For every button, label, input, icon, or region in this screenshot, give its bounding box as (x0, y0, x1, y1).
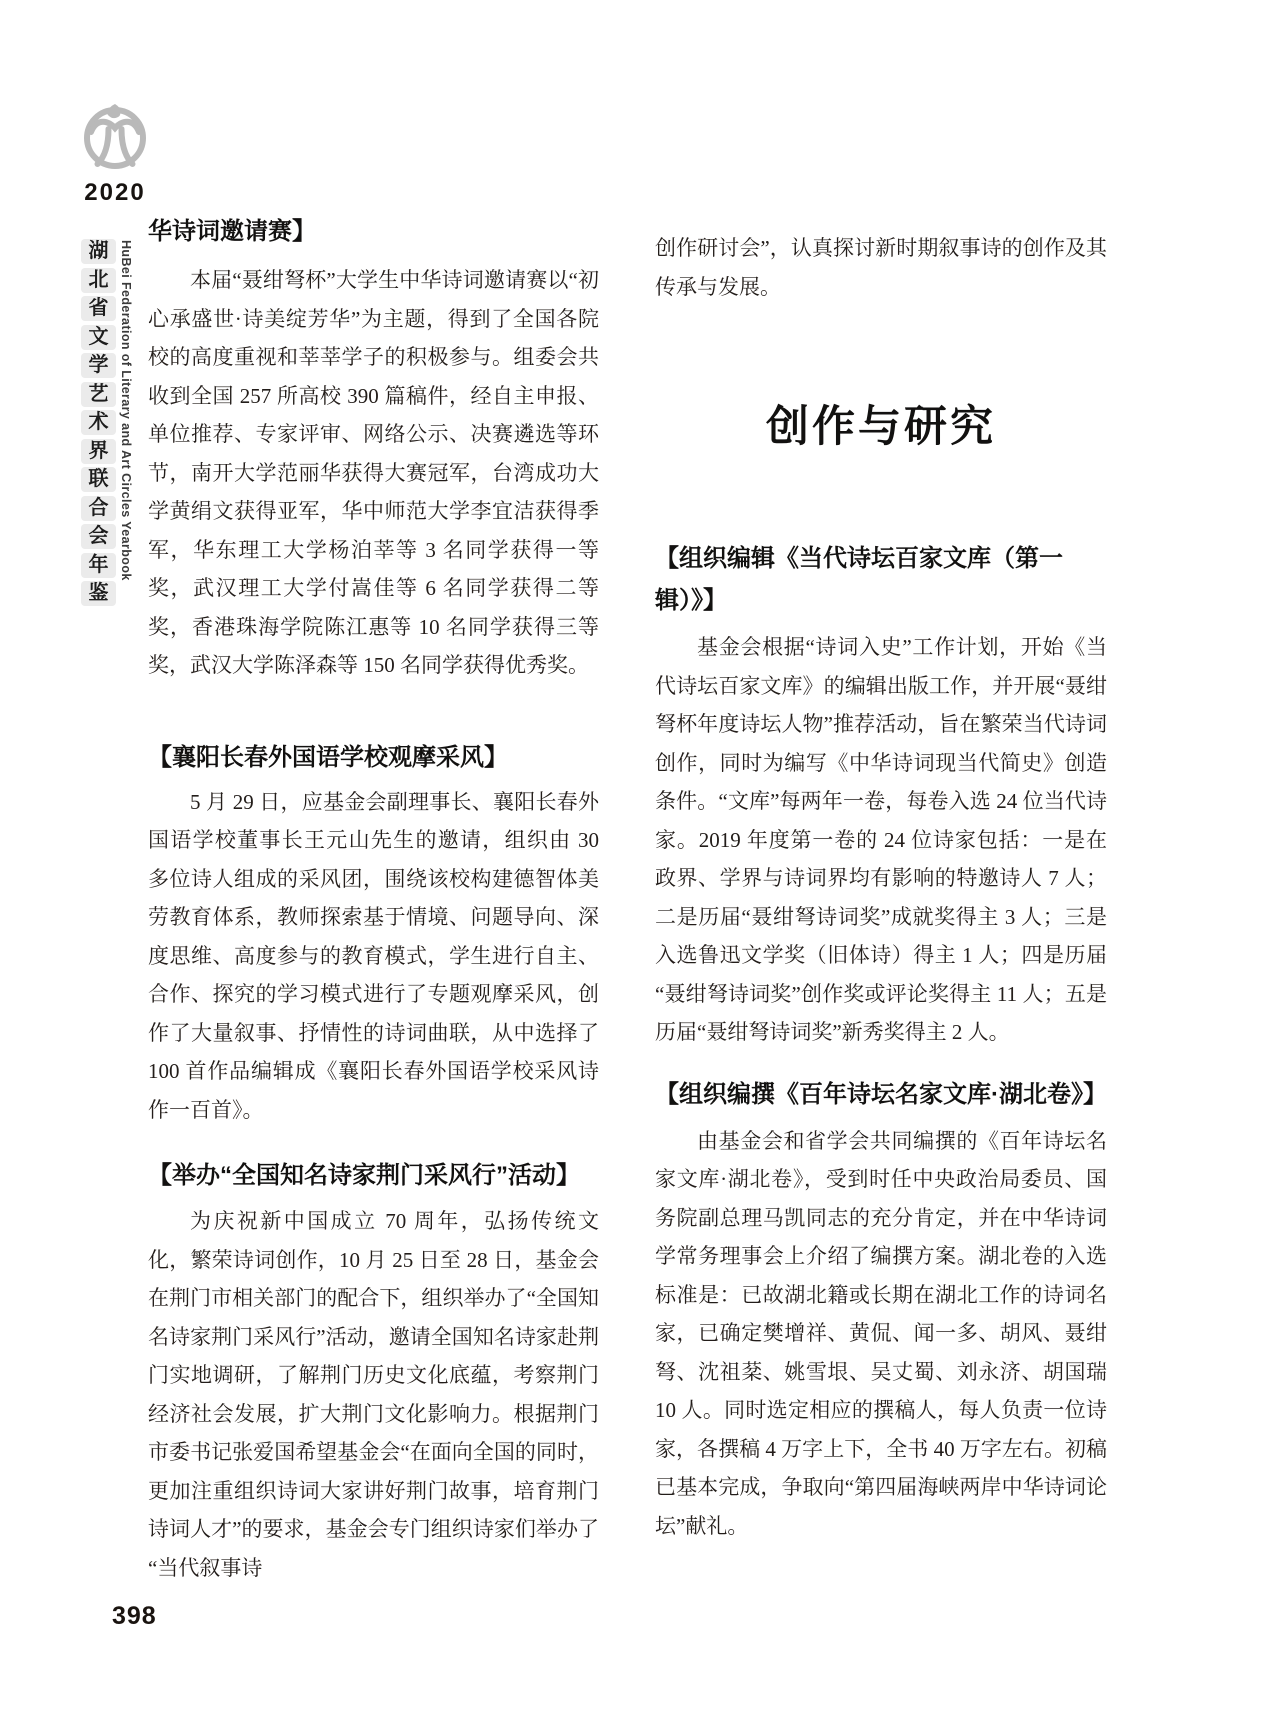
left-column (148, 205, 599, 1587)
logo-block (80, 100, 150, 207)
section-body-xiangyang-school: 5 月 29 日，应基金会副理事长、襄阳长春外国语学校董事长王元山先生的邀请，组织由 30 多位诗人组成的采风团，围绕该校构建德智体美劳教育体系，教师探索基于情境、问题导向、深度思维、高度参与的教育模式，学生进行自主、合作、探究的学习模式进行了专题观摩采风，创作了大量叙事、抒情性的诗词曲联，从中选择了 100 首作品编辑成《襄阳长春外国语学校采风诗作一百首》。 (148, 789, 599, 1122)
sidebar-title-chinese (81, 239, 116, 606)
sidebar-cn-char: 北 (81, 268, 116, 293)
continuation-paragraph: 创作研讨会”，认真探讨新时期叙事诗的创作及其传承与发展。 (655, 236, 1107, 299)
right-column (655, 205, 1107, 1545)
federation-logo-icon (82, 100, 148, 170)
section-heading-contemporary-library: 【组织编辑《当代诗坛百家文库（第一辑）》】 (655, 545, 1063, 614)
sidebar-cn-char: 术 (81, 410, 116, 435)
sidebar-cn-char: 联 (81, 467, 116, 492)
section-heading-invitational: 华诗词邀请赛】 (148, 218, 316, 245)
section-body-contemporary-library: 基金会根据“诗词入史”工作计划，开始《当代诗坛百家文库》的编辑出版工作，并开展“聂绀弩杯年度诗坛人物”推荐活动，旨在繁荣当代诗词创作，同时为编写《中华诗词现当代简史》创造条件。“文库”每两年一卷，每卷入选 24 位当代诗家。2019 年度第一卷的 24 位诗家包括：一是在政界、学界与诗词界均有影响的特邀诗人 7 人；二是历届“聂绀弩诗词奖”成就奖得主 3 人；三是入选鲁迅文学奖（旧体诗）得主 1 人；四是历届“聂绀弩诗词奖”创作奖或评论奖得主 11 人；五是历届“聂绀弩诗词奖”新秀奖得主 2 人。 (655, 635, 1107, 1044)
sidebar-cn-char: 文 (81, 325, 116, 350)
sidebar-title-english: HuBei Federation of Literary and Art Circles Yearbook (119, 240, 133, 581)
sidebar-cn-char: 省 (81, 296, 116, 321)
sidebar-cn-char: 湖 (81, 239, 116, 264)
section-body-jingmen-tour: 为庆祝新中国成立 70 周年，弘扬传统文化，繁荣诗词创作，10 月 25 日至 28 日，基金会在荆门市相关部门的配合下，组织举办了“全国知名诗家荆门采风行”活动，邀请全国知名诗家赴荆门实地调研，了解荆门历史文化底蕴，考察荆门经济社会发展，扩大荆门文化影响力。根据荆门市委书记张爱国希望基金会“在面向全国的同时，更加注重组织诗词大家讲好荆门故事，培育荆门诗词人才”的要求，基金会专门组织诗家们举办了“当代叙事诗 (148, 1209, 599, 1580)
section-body-invitational: 本届“聂绀弩杯”大学生中华诗词邀请赛以“初心承盛世·诗美绽芳华”为主题，得到了全国各院校的高度重视和莘莘学子的积极参与。组委会共收到全国 257 所高校 390 篇稿件，经自主申报、单位推荐、专家评审、网络公示、决赛遴选等环节，南开大学范丽华获得大赛冠军，台湾成功大学黄绢文获得亚军，华中师范大学李宜洁获得季军，华东理工大学杨泊莘等 3 名同学获得一等奖，武汉理工大学付嵩佳等 6 名同学获得二等奖，香港珠海学院陈江惠等 10 名同学获得三等奖，武汉大学陈泽森等 150 名同学获得优秀奖。 (148, 268, 599, 677)
chapter-title: 创作与研究 (766, 403, 996, 451)
section-body-hubei-volume: 由基金会和省学会共同编撰的《百年诗坛名家文库·湖北卷》，受到时任中央政治局委员、国务院副总理马凯同志的充分肯定，并在中华诗词学常务理事会上介绍了编撰方案。湖北卷的入选标准是：已故湖北籍或长期在湖北工作的诗词名家，已确定樊增祥、黄侃、闻一多、胡风、聂绀弩、沈祖棻、姚雪垠、吴丈蜀、刘永济、胡国瑞 10 人。同时选定相应的撰稿人，每人负责一位诗家，各撰稿 4 万字上下，全书 40 万字左右。初稿已基本完成，争取向“第四届海峡两岸中华诗词论坛”献礼。 (655, 1128, 1107, 1538)
sidebar-cn-char: 界 (81, 439, 116, 464)
logo-year: 2020 (84, 179, 146, 206)
sidebar-cn-char: 会 (81, 524, 116, 549)
sidebar-cn-char: 鉴 (81, 581, 116, 606)
sidebar-cn-char: 学 (81, 353, 116, 378)
section-heading-hubei-volume: 【组织编撰《百年诗坛名家文库·湖北卷》】 (655, 1080, 1107, 1108)
sidebar-cn-char: 年 (81, 553, 116, 578)
sidebar-cn-char: 合 (81, 496, 116, 521)
section-heading-jingmen-tour: 【举办“全国知名诗家荆门采风行”活动】 (148, 1162, 580, 1189)
page-number: 398 (112, 1602, 157, 1630)
section-heading-xiangyang-school: 【襄阳长春外国语学校观摩采风】 (148, 743, 508, 771)
sidebar-cn-char: 艺 (81, 382, 116, 407)
